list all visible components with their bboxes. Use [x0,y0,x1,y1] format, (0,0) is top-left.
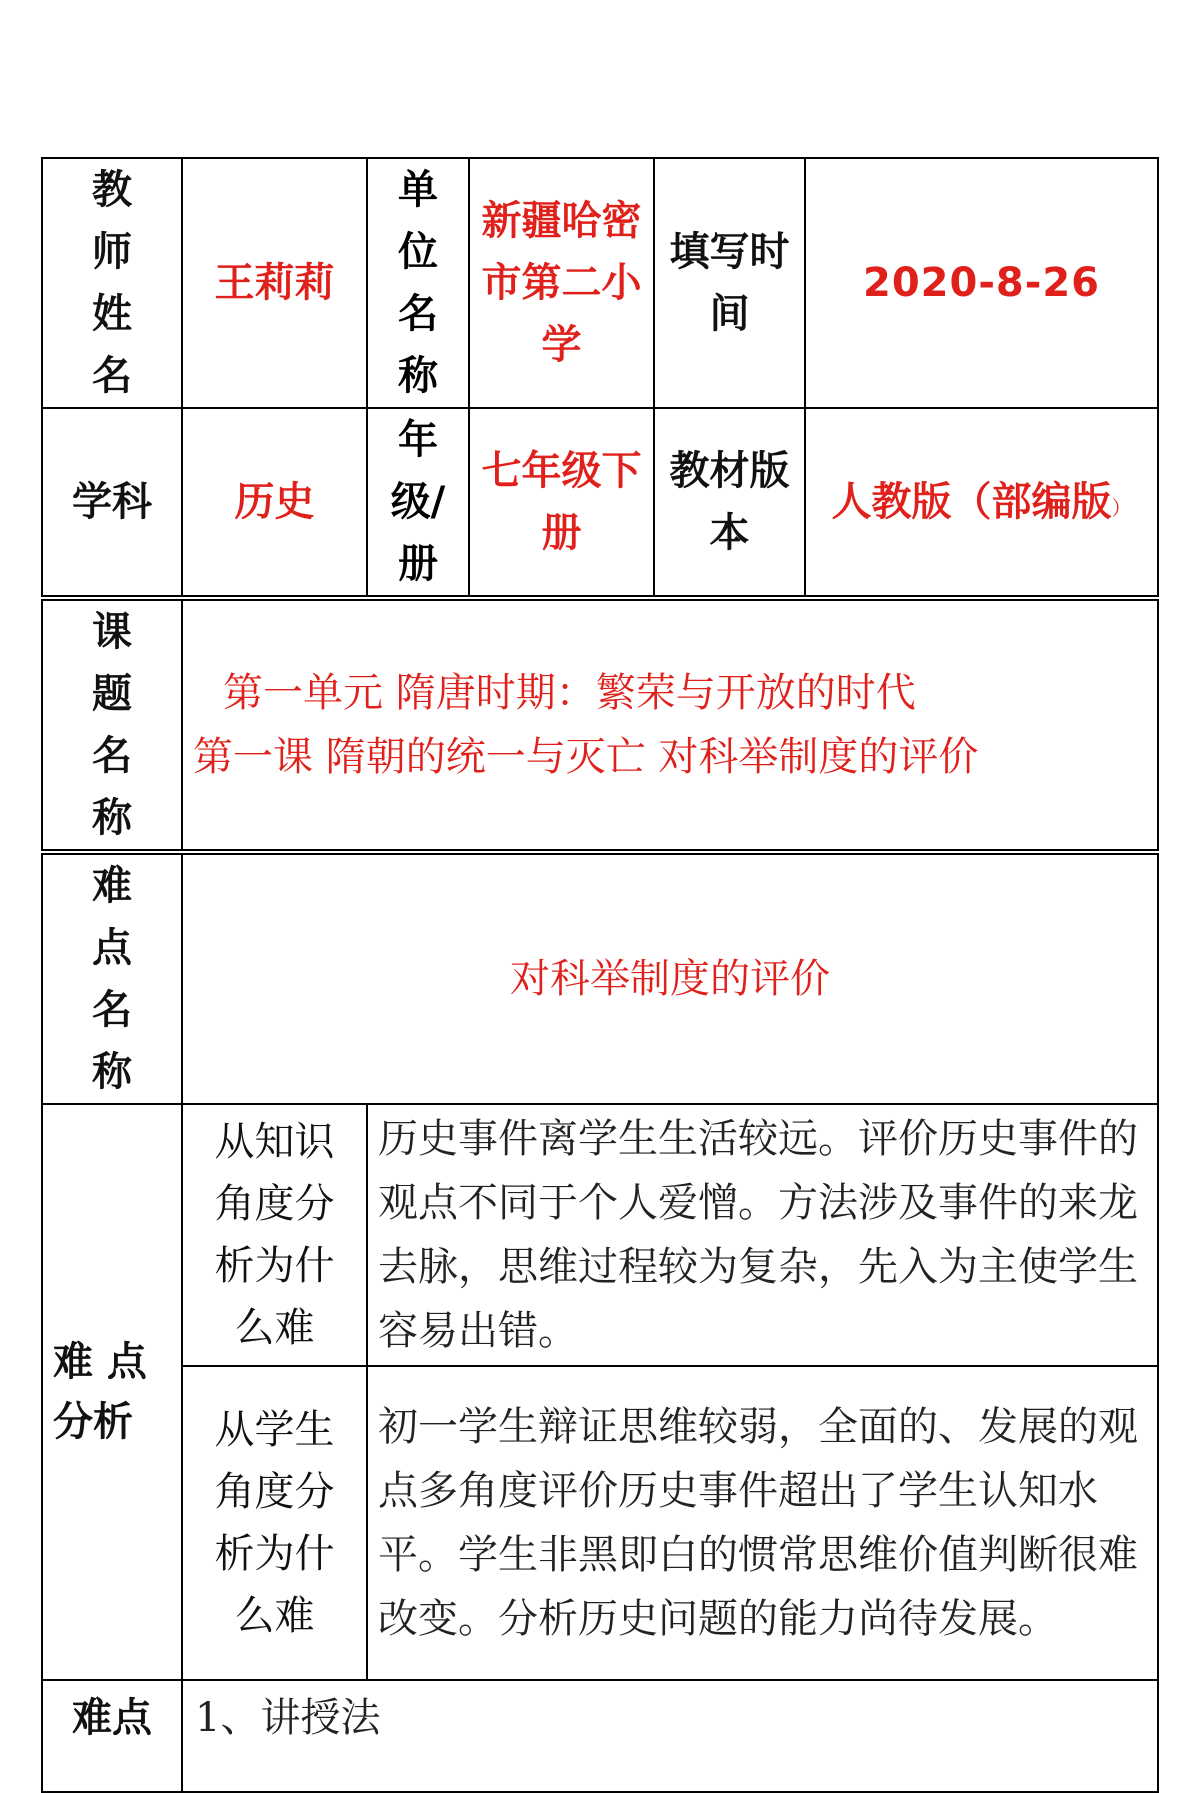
row-difficulty [42,852,1158,1104]
method-text: 1、讲授法 [182,1680,1158,1792]
fill-time-label: 填写时间 [654,158,805,408]
teacher-name: 王莉莉 [182,158,367,408]
teacher-label: 教师姓名 [42,158,182,408]
knowledge-text: 历史事件离学生生活较远。评价历史事件的观点不同于个人爱憎。方法涉及事件的来龙去脉，思维过程较为复杂，先入为主使学生容易出错。 [367,1104,1158,1366]
row-teacher [42,158,1158,408]
textbook-label: 教材版本 [654,408,805,598]
row-topic [42,598,1158,852]
fill-time-value: 2020-8-26 [805,158,1158,408]
unit-label: 单位名称 [367,158,469,408]
topic-value [182,598,1158,852]
analysis-label: 难 点分析 [42,1104,182,1680]
unit-name: 新疆哈密市第二小学 [469,158,654,408]
subject-value: 历史 [182,408,367,598]
topic-line-2: 第一课 隋朝的统一与灭亡 对科举制度的评价 [193,734,979,780]
row-subject [42,408,1158,598]
method-label: 难点 [42,1680,182,1792]
textbook-value [805,408,1158,598]
topic-label: 课题名称 [42,598,182,852]
student-text: 初一学生辩证思维较弱，全面的、发展的观点多角度评价历史事件超出了学生认知水平。学生非黑即白的惯常思维价值判断很难改变。分析历史问题的能力尚待发展。 [367,1366,1158,1680]
knowledge-label: 从知识角度分析为什么难 [182,1104,367,1366]
textbook-value-close: ） [1111,496,1132,520]
difficulty-value: 对科举制度的评价 [182,852,1158,1104]
row-analysis-knowledge [42,1104,1158,1366]
topic-line-1: 第一单元 隋唐时期：繁荣与开放的时代 [223,670,916,716]
row-method [42,1680,1158,1792]
subject-label: 学科 [42,408,182,598]
textbook-value-text: 人教版（部编版 [831,479,1112,525]
row-analysis-student [42,1366,1158,1680]
student-label: 从学生角度分析为什么难 [182,1366,367,1680]
grade-label: 年级/册 [367,408,469,598]
grade-value: 七年级下册 [469,408,654,598]
difficulty-label: 难点名称 [42,852,182,1104]
lesson-info-table [41,157,1159,1793]
